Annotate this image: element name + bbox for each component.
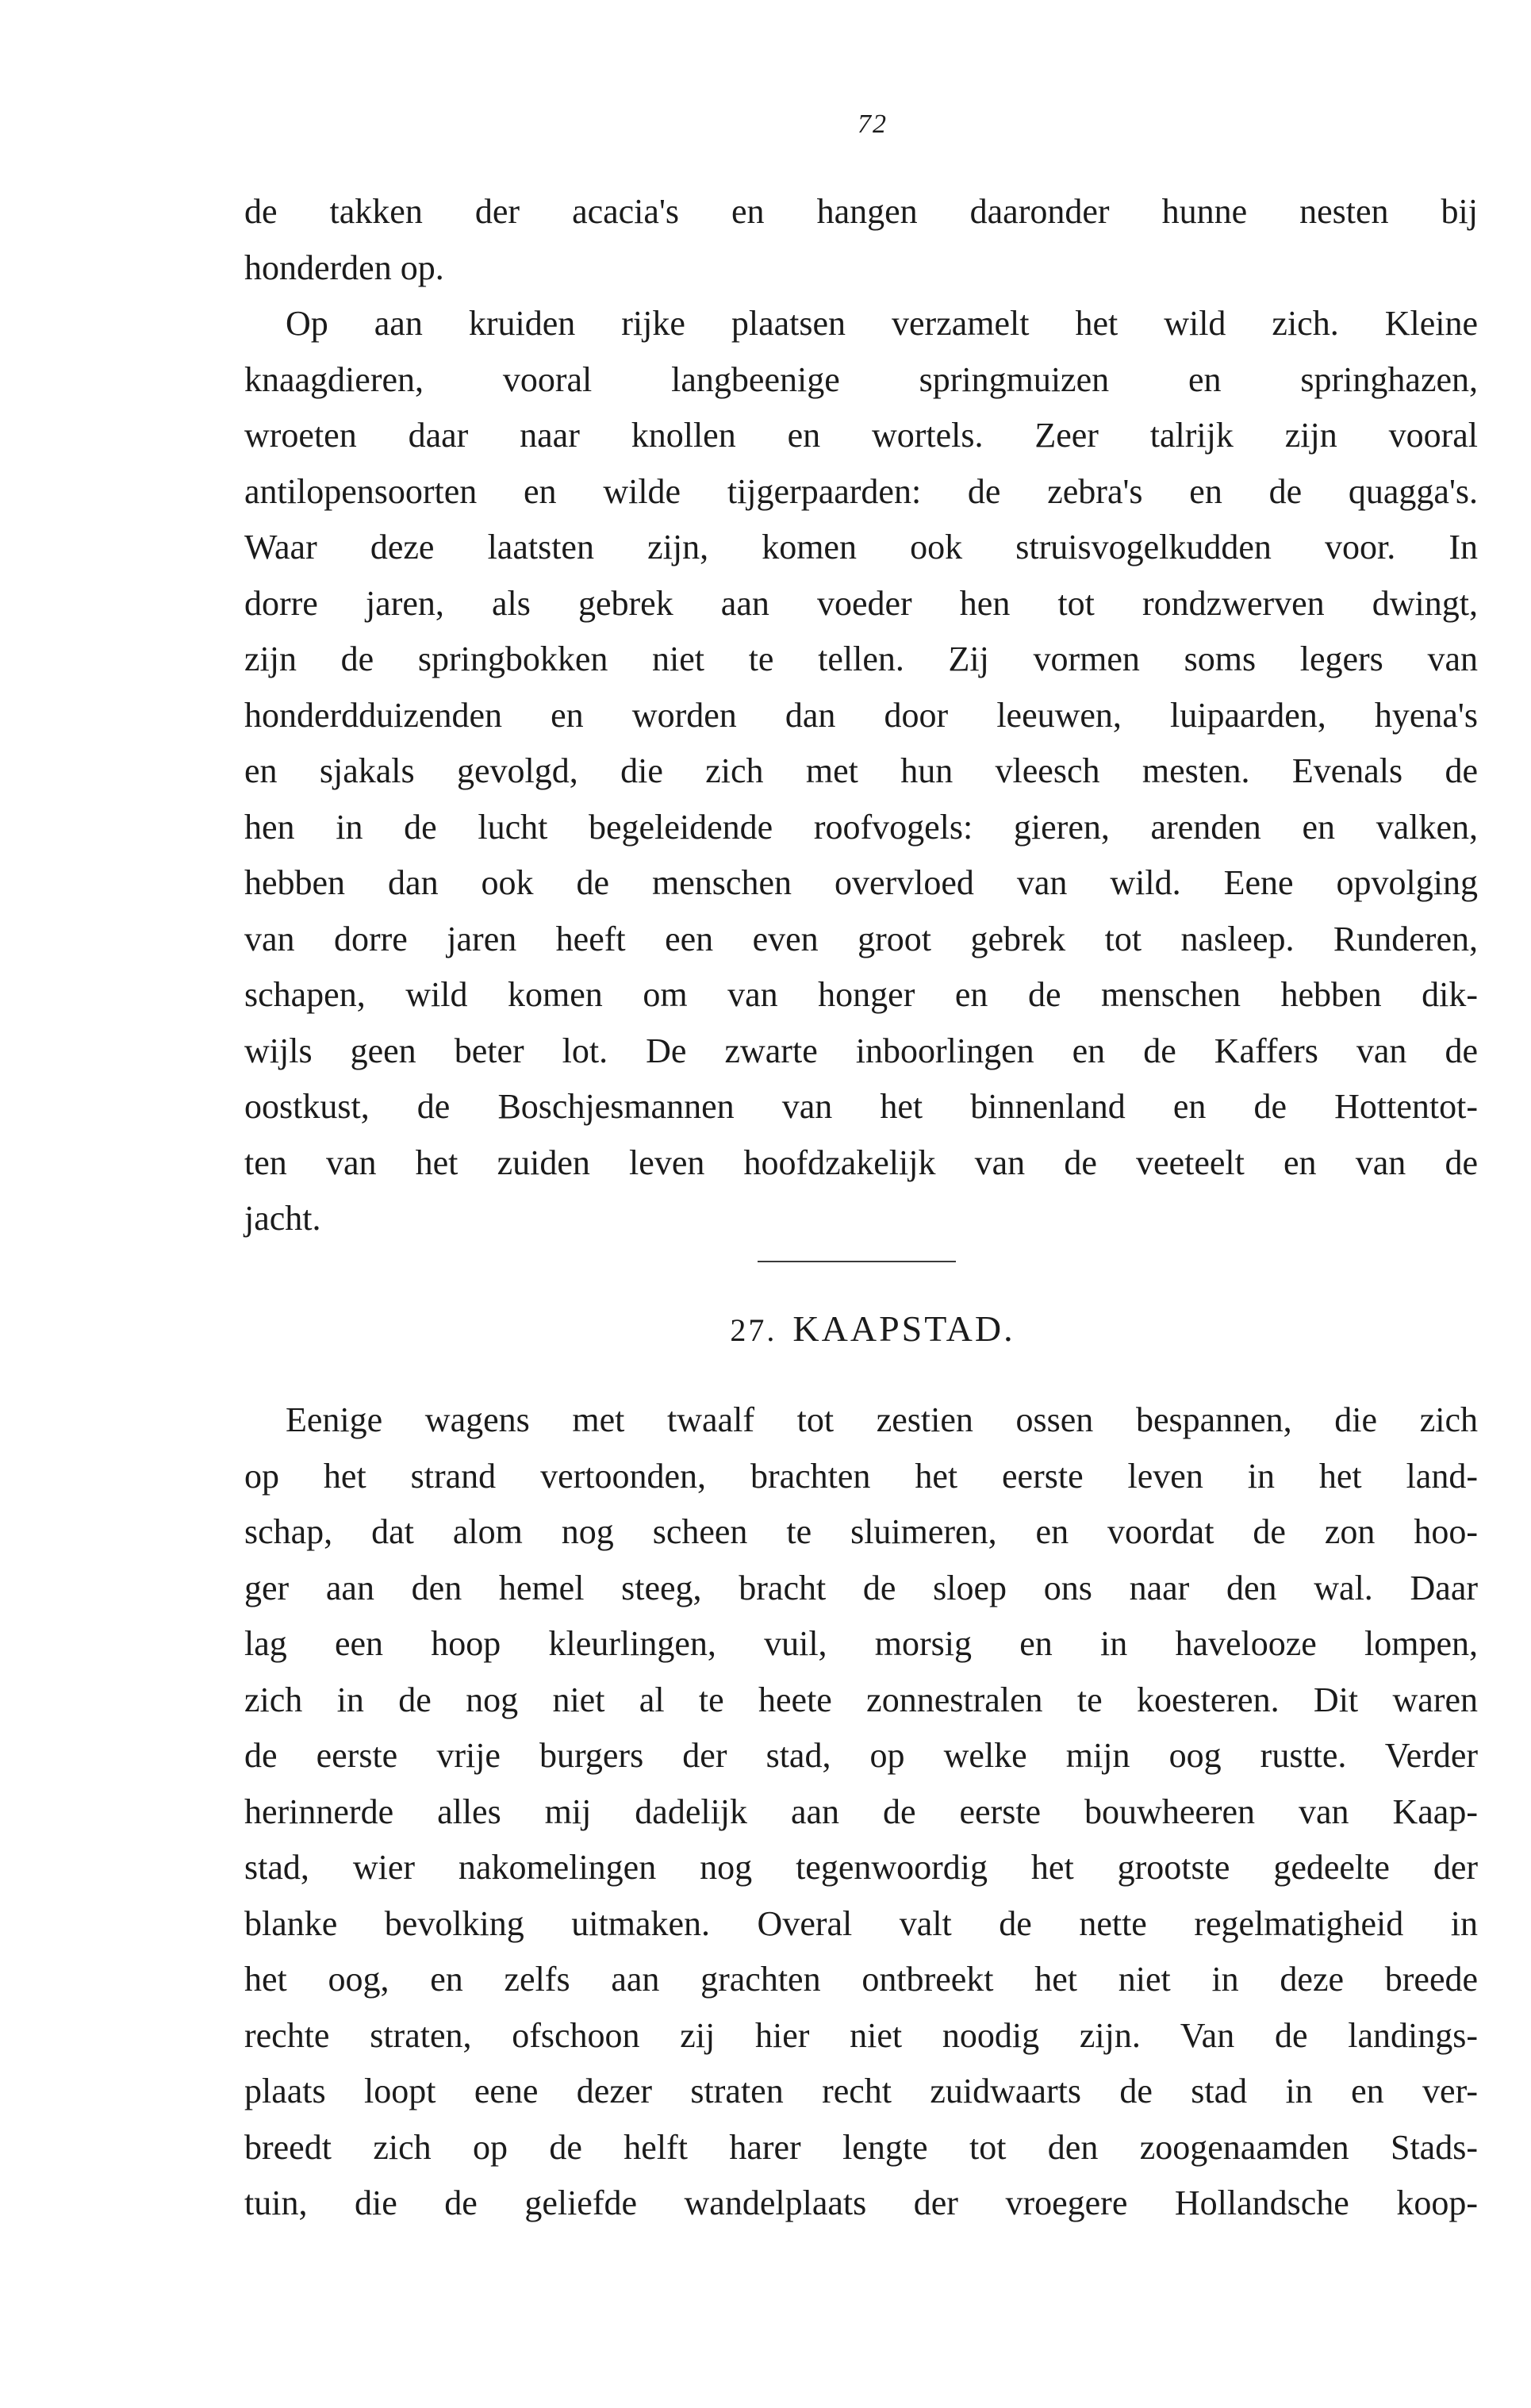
paragraph-1-line: honderden op.: [244, 248, 444, 287]
paragraph-2-line: knaagdieren, vooral langbeenige springmuizen en springhazen,: [244, 359, 1478, 399]
section-divider: [758, 1261, 956, 1262]
section-number: 27.: [730, 1312, 777, 1348]
paragraph-3-line: herinnerde alles mij dadelijk aan de eerste bouwheeren van Kaap-: [244, 1792, 1478, 1831]
paragraph-3-line: tuin, die de geliefde wandelplaats der vroegere Hollandsche koop-: [244, 2183, 1478, 2222]
section-heading: [0, 1301, 1531, 1358]
paragraph-3-line: stad, wier nakomelingen nog tegenwoordig het grootste gedeelte der: [244, 1848, 1478, 1887]
paragraph-2-line: dorre jaren, als gebrek aan voeder hen tot rondzwerven dwingt,: [244, 583, 1478, 623]
paragraph-2-line: oostkust, de Boschjesmannen van het binnenland en de Hottentot-: [244, 1087, 1478, 1126]
text-block-upper: [244, 184, 1478, 1247]
paragraph-2-line: hen in de lucht begeleidende roofvogels: gieren, arenden en valken,: [244, 807, 1478, 847]
paragraph-2-line: schapen, wild komen om van honger en de menschen hebben dik-: [244, 975, 1478, 1014]
paragraph-2-line: wijls geen beter lot. De zwarte inboorlingen en de Kaffers van de: [244, 1031, 1478, 1070]
paragraph-2-line: jacht.: [244, 1199, 321, 1238]
paragraph-3-line: zich in de nog niet al te heete zonnestralen te koesteren. Dit waren: [244, 1680, 1478, 1719]
paragraph-3-line: rechte straten, ofschoon zij hier niet noodig zijn. Van de landings-: [244, 2015, 1478, 2055]
paragraph-1-line: de takken der acacia's en hangen daaronder hunne nesten bij: [244, 192, 1478, 231]
paragraph-2-line: Waar deze laatsten zijn, komen ook struisvogelkudden voor. In: [244, 528, 1478, 566]
paragraph-3-line: ger aan den hemel steeg, bracht de sloep ons naar den wal. Daar: [244, 1568, 1478, 1607]
section-title: KAAPSTAD.: [792, 1308, 1015, 1349]
paragraph-2-line: antilopensoorten en wilde tijgerpaarden: de zebra's en de quagga's.: [244, 471, 1478, 511]
paragraph-3-line: breedt zich op de helft harer lengte tot den zoogenaamden Stads-: [244, 2127, 1478, 2167]
paragraph-3-line: de eerste vrije burgers der stad, op welke mijn oog rustte. Verder: [244, 1736, 1478, 1775]
paragraph-3-line: lag een hoop kleurlingen, vuil, morsig en in havelooze lompen,: [244, 1624, 1478, 1663]
paragraph-3-line: schap, dat alom nog scheen te sluimeren, en voordat de zon hoo-: [244, 1512, 1478, 1551]
paragraph-3-line: Eenige wagens met twaalf tot zestien ossen bespannen, die zich: [286, 1400, 1478, 1439]
paragraph-2-line: en sjakals gevolgd, die zich met hun vleesch mesten. Evenals de: [244, 751, 1478, 790]
paragraph-3-line: het oog, en zelfs aan grachten ontbreekt het niet in deze breede: [244, 1960, 1478, 1999]
page-number: 72: [858, 109, 888, 139]
paragraph-2-line: hebben dan ook de menschen overvloed van wild. Eene opvolging: [244, 863, 1478, 902]
paragraph-3-line: op het strand vertoonden, brachten het eerste leven in het land-: [244, 1456, 1478, 1496]
paragraph-2-line: honderdduizenden en worden dan door leeuwen, luipaarden, hyena's: [244, 695, 1478, 735]
paragraph-3-line: blanke bevolking uitmaken. Overal valt de nette regelmatigheid in: [244, 1903, 1478, 1943]
text-block-lower: [244, 1392, 1478, 2232]
paragraph-2-line: zijn de springbokken niet te tellen. Zij vormen soms legers van: [244, 639, 1478, 678]
paragraph-3-line: plaats loopt eene dezer straten recht zuidwaarts de stad in en ver-: [244, 2072, 1478, 2110]
paragraph-2-line: wroeten daar naar knollen en wortels. Zeer talrijk zijn vooral: [244, 416, 1478, 455]
paragraph-2-line: Op aan kruiden rijke plaatsen verzamelt het wild zich. Kleine: [286, 304, 1478, 343]
paragraph-2-line: ten van het zuiden leven hoofdzakelijk van de veeteelt en van de: [244, 1143, 1478, 1182]
paragraph-2-line: van dorre jaren heeft een even groot gebrek tot nasleep. Runderen,: [244, 919, 1478, 958]
